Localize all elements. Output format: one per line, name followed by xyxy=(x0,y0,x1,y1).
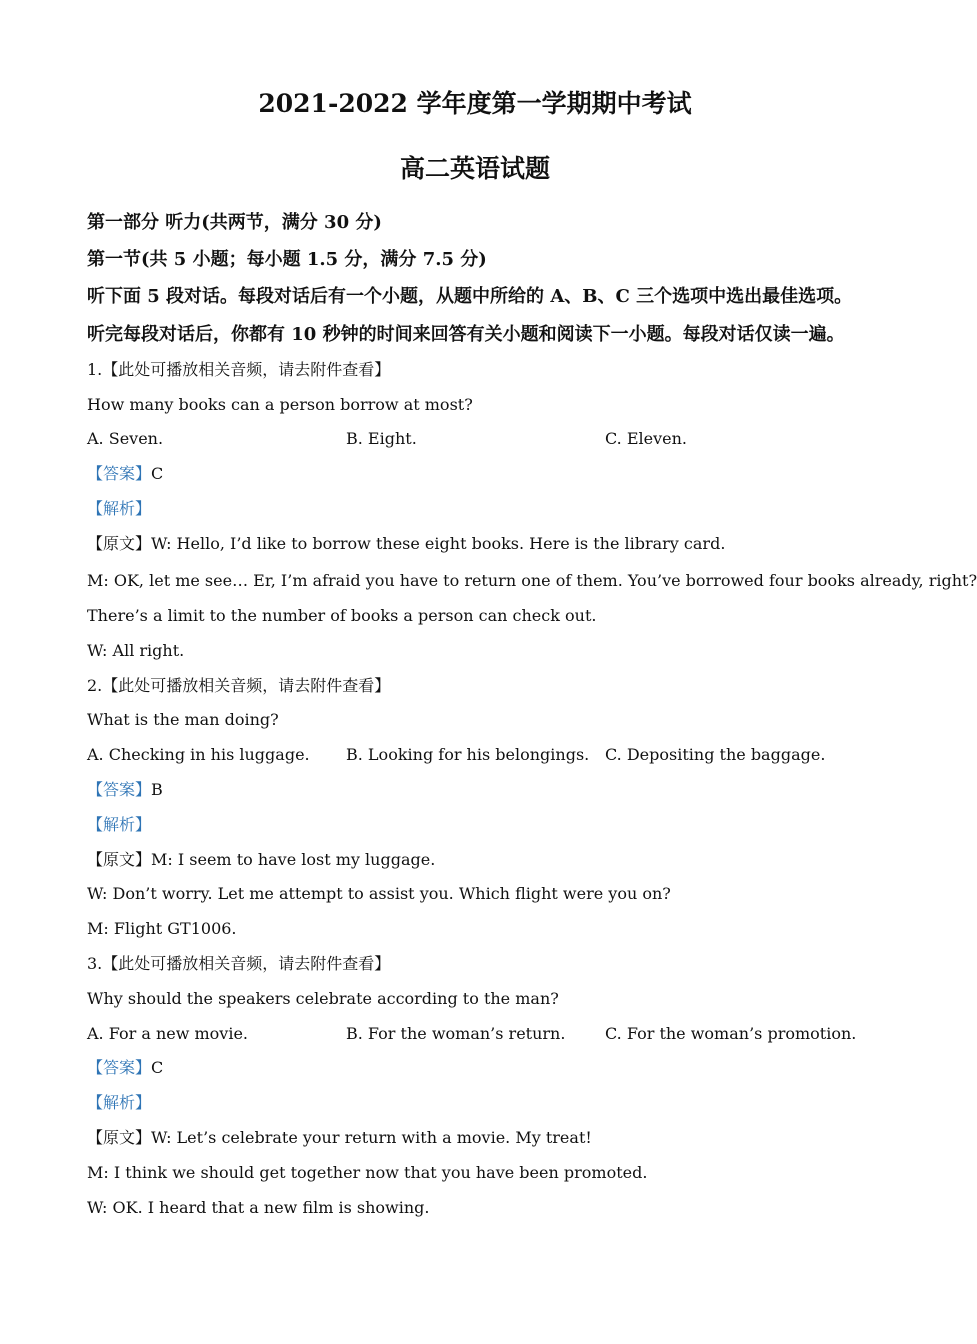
option-b: B. For the woman’s return. xyxy=(346,1023,566,1043)
exam-title: 2021-2022 学年度第一学期期中考试 xyxy=(258,89,692,118)
answer-line xyxy=(87,457,887,492)
transcript-line xyxy=(87,527,887,562)
answer-value: C xyxy=(151,464,164,484)
question-number: 1. xyxy=(87,359,103,379)
analysis-label: 【解析】 xyxy=(87,498,152,518)
option-c: C. For the woman’s promotion. xyxy=(605,1023,857,1043)
transcript-line xyxy=(87,1121,887,1156)
analysis-line xyxy=(87,808,887,843)
question-number: 2. xyxy=(87,675,103,695)
question-audio-line xyxy=(87,947,887,982)
answer-label: 【答案】 xyxy=(87,780,152,800)
section-heading: 第一节(共 5 小题；每小题 1.5 分，满分 7.5 分) xyxy=(87,249,487,271)
transcript-line: W: Don’t worry. Let me attempt to assist you. Which flight were you on? xyxy=(87,884,671,904)
answer-label: 【答案】 xyxy=(87,1058,152,1078)
question-text: What is the man doing? xyxy=(87,710,279,730)
analysis-label: 【解析】 xyxy=(87,1093,152,1113)
exam-content xyxy=(87,204,977,1225)
options-row xyxy=(87,422,887,457)
option-c: C. Eleven. xyxy=(605,429,688,449)
transcript-line: W: OK. I heard that a new film is showing. xyxy=(87,1197,430,1217)
audio-note: 【此处可播放相关音频，请去附件查看】 xyxy=(102,675,391,695)
audio-note: 【此处可播放相关音频，请去附件查看】 xyxy=(102,954,391,973)
answer-line xyxy=(87,773,887,808)
instruction-line-2: 听完每段对话后，你都有 10 秒钟的时间来回答有关小题和阅读下一小题。每段对话仅读一遍。 xyxy=(87,323,845,345)
analysis-line xyxy=(87,492,887,527)
transcript-line: W: All right. xyxy=(87,640,185,660)
question-block-3 xyxy=(87,947,887,1225)
question-text: How many books can a person borrow at most? xyxy=(87,394,473,414)
transcript-label: 【原文】 xyxy=(87,533,152,553)
transcript-text: W: Hello, I’d like to borrow these eight books. Here is the library card. xyxy=(151,533,726,553)
options-row xyxy=(87,1017,887,1052)
transcript-line xyxy=(87,843,887,878)
transcript-line: There’s a limit to the number of books a person can check out. xyxy=(87,606,597,626)
option-a: A. Seven. xyxy=(87,429,164,449)
transcript-label: 【原文】 xyxy=(87,1127,152,1147)
answer-label: 【答案】 xyxy=(87,464,152,484)
exam-subtitle: 高二英语试题 xyxy=(399,154,550,183)
option-b: B. Eight. xyxy=(346,429,417,449)
options-row xyxy=(87,738,887,773)
question-audio-line xyxy=(87,669,887,704)
option-b: B. Looking for his belongings. xyxy=(346,745,590,765)
analysis-label: 【解析】 xyxy=(87,814,152,834)
question-audio-line xyxy=(87,353,887,388)
question-number: 3. xyxy=(87,954,103,973)
option-a: A. Checking in his luggage. xyxy=(87,745,310,765)
question-text: Why should the speakers celebrate according to the man? xyxy=(87,988,559,1008)
question-block-2 xyxy=(87,669,887,947)
analysis-line xyxy=(87,1086,887,1121)
answer-value: B xyxy=(151,780,163,800)
part-heading: 第一部分 听力(共两节，满分 30 分) xyxy=(87,212,382,233)
transcript-line: M: OK, let me see… Er, I’m afraid you have to return one of them. You’ve borrowed four books already, right? xyxy=(87,570,977,590)
transcript-label: 【原文】 xyxy=(87,849,152,869)
answer-value: C xyxy=(151,1058,164,1078)
instruction-line-1: 听下面 5 段对话。每段对话后有一个小题，从题中所给的 A、B、C 三个选项中选出最佳选项。 xyxy=(87,286,853,308)
question-block-1 xyxy=(87,353,977,669)
option-a: A. For a new movie. xyxy=(87,1023,249,1043)
answer-line xyxy=(87,1051,887,1086)
transcript-text: W: Let’s celebrate your return with a movie. My treat! xyxy=(151,1127,592,1147)
audio-note: 【此处可播放相关音频，请去附件查看】 xyxy=(102,359,391,379)
transcript-line: M: I think we should get together now that you have been promoted. xyxy=(87,1162,648,1182)
option-c: C. Depositing the baggage. xyxy=(605,745,826,765)
transcript-line: M: Flight GT1006. xyxy=(87,919,237,939)
transcript-text: M: I seem to have lost my luggage. xyxy=(151,849,436,869)
